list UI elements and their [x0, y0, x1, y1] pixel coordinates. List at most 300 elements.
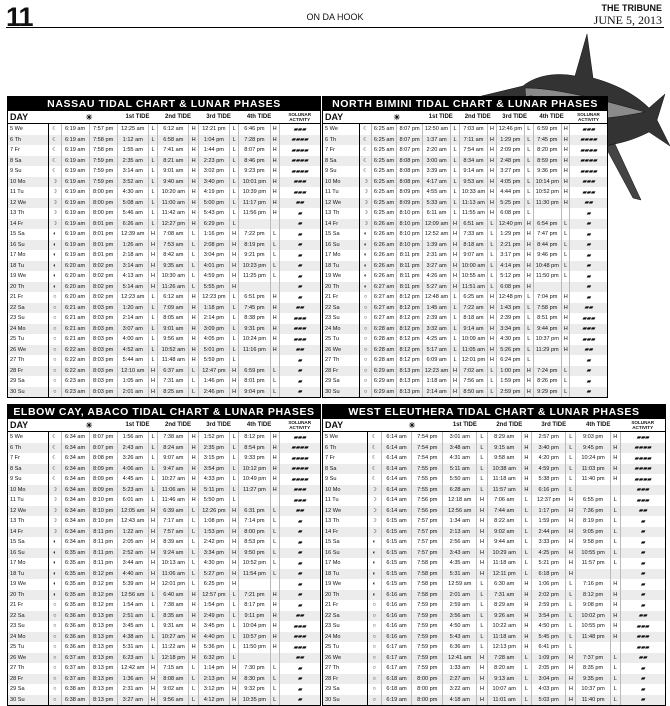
tide-type-cell: L: [561, 366, 570, 377]
table-row: [8, 548, 320, 559]
table-row: [323, 177, 607, 188]
tide-time-cell: 8:29 am: [487, 432, 521, 443]
solunar-fish-icon: ▰: [279, 219, 320, 230]
sunrise-cell: 6:34 am: [61, 485, 89, 496]
moon-phase-icon: ☾: [367, 474, 381, 485]
tide-type-cell: L: [189, 695, 198, 706]
tide-time-cell: 4:06 am: [117, 464, 148, 475]
tide-table: [8, 419, 320, 705]
tide-time-cell: 11:18 am: [487, 474, 521, 485]
tide-type-cell: L: [521, 548, 531, 559]
tide-time-cell: 2:14 pm: [198, 313, 229, 324]
tide-type-cell: H: [189, 345, 198, 356]
tide-type-cell: H: [148, 548, 157, 559]
tide-time-cell: 9:58 am: [487, 453, 521, 464]
day-cell: 25 Tu: [8, 334, 49, 345]
tide-time-cell: 10:24 pm: [576, 453, 610, 464]
table-row: [8, 250, 320, 261]
solunar-fish-icon: ▰▰▰: [582, 126, 596, 133]
tide-time-cell: 4:01 pm: [198, 261, 229, 272]
tide-time-cell: 4:18 am: [443, 695, 477, 706]
tide-time-cell: 3:14 am: [117, 261, 148, 272]
tide-type-cell: L: [148, 292, 157, 303]
tide-type-cell: L: [561, 219, 570, 230]
tide-time-cell: 12:56 am: [117, 590, 148, 601]
solunar-fish-icon: ▰: [586, 252, 591, 259]
tide-time-cell: 5:33 am: [422, 198, 450, 209]
sunset-cell: 8:11 pm: [397, 261, 423, 272]
tide-type-cell: H: [229, 506, 238, 517]
table-row: [8, 495, 320, 506]
solunar-fish-icon: ▰▰: [279, 345, 320, 356]
solunar-fish-icon: ▰: [586, 357, 591, 364]
day-cell: 13 Th: [8, 208, 49, 219]
tide-type-cell: L: [270, 229, 279, 240]
tide-time-cell: 1:43 pm: [496, 303, 524, 314]
day-cell: 13 Th: [323, 208, 360, 219]
tide-time-cell: 6:24 pm: [496, 355, 524, 366]
tide-time-cell: 12:59 am: [443, 579, 477, 590]
tide-time-cell: 11:29 pm: [533, 345, 561, 356]
day-cell: 23 Su: [8, 313, 49, 324]
tide-time-cell: [239, 355, 270, 366]
tide-time-cell: 9:31 pm: [239, 324, 270, 335]
sunset-cell: 8:13 pm: [397, 366, 423, 377]
solunar-fish-icon: ▰: [586, 210, 591, 217]
tide-type-cell: H: [451, 271, 460, 282]
table-row: [8, 208, 320, 219]
header-row: [323, 419, 665, 432]
tide-time-cell: 10:13 am: [158, 558, 189, 569]
tide-type-cell: L: [451, 208, 460, 219]
tide-time-cell: 3:54 pm: [198, 464, 229, 475]
tide-time-cell: 10:30 am: [158, 271, 189, 282]
tide-type-cell: H: [566, 495, 576, 506]
tide-type-cell: H: [270, 432, 279, 443]
tide-time-cell: 4:50 pm: [532, 621, 566, 632]
tide-time-cell: 11:46 am: [158, 495, 189, 506]
moon-phase-icon: ☾: [49, 166, 61, 177]
tide-time-cell: 4:30 pm: [198, 558, 229, 569]
tide-time-cell: 10:02 pm: [576, 611, 610, 622]
solunar-column-header: SOLUNAR ACTIVITY: [570, 111, 607, 124]
sunrise-cell: 6:15 am: [381, 548, 412, 559]
moon-phase-icon: ○: [49, 387, 61, 398]
solunar-fish-icon: ▰▰: [279, 198, 320, 209]
tide-type-cell: L: [525, 303, 534, 314]
tide-time-cell: 10:24 pm: [239, 334, 270, 345]
solunar-fish-icon: ▰▰▰▰: [291, 147, 309, 154]
tide-type-cell: L: [566, 632, 576, 643]
tide-type-cell: H: [477, 558, 487, 569]
tide-time-cell: 5:27 am: [422, 282, 450, 293]
tide-type-cell: H: [148, 229, 157, 240]
tide-type-cell: L: [525, 334, 534, 345]
sunset-cell: 7:57 pm: [89, 124, 117, 135]
tide-type-cell: H: [477, 527, 487, 538]
tide-time-cell: 8:30 pm: [239, 674, 270, 685]
tide-time-cell: 12:23 pm: [198, 292, 229, 303]
table-row: [323, 145, 607, 156]
tide-time-cell: 4:25 am: [422, 334, 450, 345]
tide-type-cell: L: [451, 313, 460, 324]
tide1-column-header: 1st TIDE: [443, 419, 487, 432]
tide-type-cell: [610, 569, 620, 580]
tide-type-cell: [561, 355, 570, 366]
sunrise-cell: 6:36 am: [61, 642, 89, 653]
tide-time-cell: 5:01 pm: [198, 345, 229, 356]
sunset-cell: 8:13 pm: [89, 621, 117, 632]
tide-type-cell: L: [189, 674, 198, 685]
tide-type-cell: L: [451, 177, 460, 188]
solunar-fish-icon: ▰▰▰▰: [620, 464, 665, 475]
moon-phase-icon: ◐: [49, 240, 61, 251]
day-cell: 9 Su: [323, 166, 360, 177]
tide-type-cell: L: [148, 443, 157, 454]
tide-time-cell: 7:28 am: [487, 653, 521, 664]
table-row: [323, 642, 665, 653]
tide-type-cell: L: [610, 663, 620, 674]
moon-phase-icon: ☽: [360, 187, 371, 198]
sunset-cell: 8:11 pm: [89, 548, 117, 559]
moon-phase-icon: ○: [367, 642, 381, 653]
tide-time-cell: 10:55 am: [459, 271, 487, 282]
solunar-fish-icon: ▰▰▰: [570, 324, 607, 335]
solunar-fish-icon: ▰: [620, 548, 665, 559]
tide-time-cell: 3:32 am: [422, 324, 450, 335]
sunrise-cell: 6:29 am: [371, 366, 397, 377]
tide-type-cell: L: [525, 198, 534, 209]
tide-time-cell: 5:50 am: [443, 474, 477, 485]
sunset-cell: 8:10 pm: [397, 208, 423, 219]
table-row: [8, 166, 320, 177]
solunar-fish-icon: ▰: [586, 378, 591, 385]
tide-type-cell: H: [189, 621, 198, 632]
day-cell: 16 Su: [323, 240, 360, 251]
tide-type-cell: H: [451, 219, 460, 230]
tide-type-cell: H: [477, 495, 487, 506]
solunar-column-header: SOLUNAR ACTIVITY: [279, 419, 320, 432]
tide-type-cell: L: [566, 579, 576, 590]
sunrise-cell: 6:26 am: [371, 261, 397, 272]
tide-type-cell: H: [488, 145, 497, 156]
moon-phase-icon: ☾: [49, 464, 61, 475]
tide-time-cell: 7:16 pm: [576, 579, 610, 590]
day-column-header: DAY: [8, 419, 49, 432]
tide-time-cell: 5:43 am: [443, 632, 477, 643]
moon-phase-icon: ◐: [360, 261, 371, 272]
tide-type-cell: L: [148, 324, 157, 335]
tide-type-cell: H: [477, 569, 487, 580]
tide-time-cell: 8:20 am: [487, 663, 521, 674]
tide-time-cell: 4:45 am: [117, 474, 148, 485]
tide-type-cell: H: [488, 135, 497, 146]
sunrise-cell: 6:34 am: [61, 474, 89, 485]
tide-time-cell: 2:35 am: [117, 156, 148, 167]
day-cell: 13 Th: [8, 516, 49, 527]
day-cell: 21 Fr: [8, 292, 49, 303]
tide-time-cell: [533, 282, 561, 293]
sunset-cell: 8:03 pm: [89, 376, 117, 387]
day-cell: 6 Th: [323, 135, 360, 146]
tide-time-cell: 1:06 pm: [532, 579, 566, 590]
tide-time-cell: 3:48 am: [443, 443, 477, 454]
day-cell: 14 Fr: [323, 527, 367, 538]
tide-time-cell: 1:00 pm: [496, 366, 524, 377]
tide-time-cell: 8:35 am: [158, 611, 189, 622]
tide-time-cell: 2:39 am: [422, 313, 450, 324]
tide-type-cell: L: [477, 642, 487, 653]
sunset-cell: 7:59 pm: [412, 642, 443, 653]
sunrise-cell: 6:19 am: [61, 145, 89, 156]
table-row: [323, 653, 665, 664]
tide-type-cell: H: [566, 537, 576, 548]
sunset-cell: 7:57 pm: [412, 548, 443, 559]
tide-type-cell: H: [189, 313, 198, 324]
tide-time-cell: 4:30 pm: [496, 334, 524, 345]
tide-type-cell: L: [270, 250, 279, 261]
tide-time-cell: 9:29 pm: [533, 387, 561, 398]
tide-type-cell: H: [521, 464, 531, 475]
table-row: [8, 674, 320, 685]
tide-type-cell: [270, 282, 279, 293]
sunrise-cell: 6:19 am: [61, 208, 89, 219]
sunrise-cell: 6:37 am: [61, 674, 89, 685]
sunset-cell: 8:12 pm: [397, 303, 423, 314]
day-cell: 25 Tu: [8, 642, 49, 653]
day-cell: 24 Mo: [323, 632, 367, 643]
table-row: [323, 240, 607, 251]
tide-time-cell: 12:25 am: [117, 124, 148, 135]
solunar-fish-icon: ▰▰▰: [582, 189, 596, 196]
day-cell: 15 Sa: [8, 229, 49, 240]
tide-time-cell: 2:14 am: [422, 387, 450, 398]
tide-type-cell: H: [451, 387, 460, 398]
day-cell: 11 Tu: [323, 187, 360, 198]
tide-type-cell: L: [566, 600, 576, 611]
tide-type-cell: L: [148, 124, 157, 135]
tide-time-cell: 4:40 pm: [198, 632, 229, 643]
tide-time-cell: 2:01 am: [117, 387, 148, 398]
sunset-cell: 8:12 pm: [89, 579, 117, 590]
tide-type-cell: H: [270, 464, 279, 475]
tide-time-cell: 11:05 am: [459, 345, 487, 356]
day-cell: 5 We: [8, 432, 49, 443]
tide-time-cell: 4:40 am: [117, 569, 148, 580]
tide-type-cell: L: [270, 527, 279, 538]
tide-type-cell: H: [189, 653, 198, 664]
tide-type-cell: L: [566, 590, 576, 601]
tide-type-cell: [270, 219, 279, 230]
tide-time-cell: 12:47 pm: [198, 366, 229, 377]
tide-type-cell: H: [521, 632, 531, 643]
tide-time-cell: 2:21 pm: [496, 240, 524, 251]
tide-type-cell: L: [148, 590, 157, 601]
tide-time-cell: 11:48 am: [158, 355, 189, 366]
tide-time-cell: 7:24 pm: [533, 366, 561, 377]
tide-type-cell: L: [189, 229, 198, 240]
sunset-cell: 7:58 pm: [412, 569, 443, 580]
tide-type-cell: L: [229, 166, 238, 177]
tide-time-cell: 5:26 pm: [496, 345, 524, 356]
tide-type-cell: L: [521, 558, 531, 569]
tide-time-cell: 11:50 pm: [533, 271, 561, 282]
tide-type-cell: [270, 653, 279, 664]
tide-type-cell: L: [229, 611, 238, 622]
day-cell: 18 Tu: [323, 261, 360, 272]
sunrise-cell: 6:20 am: [61, 292, 89, 303]
solunar-fish-icon: ▰: [297, 518, 303, 525]
tide-type-cell: H: [189, 145, 198, 156]
tide-time-cell: 12:18 am: [443, 495, 477, 506]
tide-type-cell: H: [229, 569, 238, 580]
table-row: [323, 387, 607, 398]
tide-time-cell: 11:55 am: [459, 208, 487, 219]
moon-phase-icon: ◐: [367, 590, 381, 601]
day-cell: 27 Th: [323, 663, 367, 674]
table-row: [8, 569, 320, 580]
tide-type-cell: H: [229, 527, 238, 538]
tide-time-cell: 6:30 am: [487, 579, 521, 590]
moon-phase-icon: ◐: [360, 282, 371, 293]
tide-type-cell: L: [270, 663, 279, 674]
sunrise-cell: 6:28 am: [371, 355, 397, 366]
tide-time-cell: 1:14 pm: [198, 663, 229, 674]
day-cell: 30 Su: [8, 387, 49, 398]
sunrise-cell: 6:25 am: [371, 135, 397, 146]
tide-time-cell: 6:23 am: [117, 653, 148, 664]
tide-type-cell: H: [148, 366, 157, 377]
sunrise-cell: 6:16 am: [381, 632, 412, 643]
solunar-fish-icon: ▰▰▰: [582, 315, 596, 322]
table-row: [8, 156, 320, 167]
tide-time-cell: 8:07 pm: [239, 145, 270, 156]
tide-type-cell: L: [477, 485, 487, 496]
tide-type-cell: H: [561, 334, 570, 345]
tide-type-cell: L: [488, 366, 497, 377]
tide-time-cell: 7:14 pm: [239, 516, 270, 527]
panel-title: WEST ELEUTHERA TIDAL CHART & LUNAR PHASES: [323, 405, 665, 419]
solunar-fish-icon: ▰: [570, 240, 607, 251]
table-row: [323, 464, 665, 475]
sunset-cell: 7:58 pm: [412, 558, 443, 569]
tide-time-cell: 10:52 pm: [533, 187, 561, 198]
tide-type-cell: L: [561, 271, 570, 282]
tide-time-cell: 11:00 am: [158, 198, 189, 209]
moon-phase-icon: ◐: [49, 569, 61, 580]
solunar-fish-icon: ▰: [620, 527, 665, 538]
sunset-cell: 8:03 pm: [89, 303, 117, 314]
tide-time-cell: 7:28 pm: [239, 135, 270, 146]
tide-type-cell: L: [229, 219, 238, 230]
tide-type-cell: L: [148, 485, 157, 496]
tide-time-cell: 10:57 pm: [239, 632, 270, 643]
tide-type-cell: H: [488, 292, 497, 303]
tide-type-cell: H: [229, 579, 238, 590]
solunar-fish-icon: ▰▰▰▰: [570, 135, 607, 146]
tide2-column-header: 2nd TIDE: [158, 419, 199, 432]
day-cell: 14 Fr: [8, 219, 49, 230]
tide-type-cell: H: [488, 334, 497, 345]
tide-time-cell: 5:46 am: [117, 208, 148, 219]
tide-type-cell: H: [566, 695, 576, 706]
sunrise-cell: 6:29 am: [371, 376, 397, 387]
tide-time-cell: 12:10 am: [117, 366, 148, 377]
tide-time-cell: 12:42 am: [117, 663, 148, 674]
day-cell: 9 Su: [323, 474, 367, 485]
tide-time-cell: 10:52 am: [158, 345, 189, 356]
solunar-fish-icon: ▰▰: [279, 506, 320, 517]
tide-type-cell: H: [451, 376, 460, 387]
table-row: [323, 271, 607, 282]
tide-type-cell: H: [488, 156, 497, 167]
solunar-fish-icon: ▰▰▰: [279, 177, 320, 188]
tide-type-cell: H: [148, 240, 157, 251]
table-row: [323, 166, 607, 177]
tide-type-cell: L: [229, 145, 238, 156]
tide-time-cell: 6:16 pm: [532, 485, 566, 496]
sunrise-cell: 6:34 am: [61, 453, 89, 464]
tide-time-cell: 3:34 pm: [496, 324, 524, 335]
tide-time-cell: 7:57 am: [158, 527, 189, 538]
sunrise-cell: 6:15 am: [381, 537, 412, 548]
tide-type-cell: H: [189, 166, 198, 177]
tide-type-cell: L: [451, 334, 460, 345]
tide-time-cell: 8:42 am: [158, 250, 189, 261]
tide-type-cell: L: [521, 569, 531, 580]
tide-time-cell: 11:18 am: [487, 558, 521, 569]
tide-time-cell: 4:44 pm: [496, 187, 524, 198]
tide-type-cell: H: [521, 579, 531, 590]
tide-type-cell: H: [229, 674, 238, 685]
tide-time-cell: 1:46 pm: [198, 376, 229, 387]
sunset-cell: 7:59 pm: [89, 156, 117, 167]
tide-time-cell: 12:46 pm: [496, 124, 524, 135]
tide-type-cell: L: [270, 569, 279, 580]
tide-time-cell: 4:17 am: [422, 177, 450, 188]
moon-phase-icon: ○: [49, 632, 61, 643]
tide-type-cell: H: [189, 464, 198, 475]
tide-time-cell: 12:23 am: [117, 292, 148, 303]
day-cell: 29 Sa: [323, 684, 367, 695]
tide-type-cell: L: [189, 579, 198, 590]
tide-type-cell: L: [148, 208, 157, 219]
sunrise-cell: 6:16 am: [381, 590, 412, 601]
tide-time-cell: 1:36 am: [117, 674, 148, 685]
table-row: [8, 187, 320, 198]
table-row: [323, 548, 665, 559]
moon-phase-icon: ☽: [360, 219, 371, 230]
table-row: [323, 250, 607, 261]
solunar-fish-icon: ▰: [570, 261, 607, 272]
tide-type-cell: H: [488, 166, 497, 177]
moon-phase-icon: ○: [360, 303, 371, 314]
tide-time-cell: 1:05 am: [117, 376, 148, 387]
tide-type-cell: L: [229, 432, 238, 443]
tide-type-cell: L: [189, 250, 198, 261]
tide-time-cell: 7:31 am: [487, 590, 521, 601]
tide-type-cell: H: [270, 303, 279, 314]
sunset-cell: 8:00 pm: [412, 674, 443, 685]
tide-time-cell: 8:54 pm: [239, 443, 270, 454]
tide-time-cell: 6:12 am: [158, 292, 189, 303]
sunrise-cell: 6:15 am: [381, 558, 412, 569]
tide-type-cell: H: [189, 177, 198, 188]
table-row: [8, 282, 320, 293]
tide-time-cell: 3:40 pm: [198, 177, 229, 188]
sunset-cell: 8:03 pm: [89, 345, 117, 356]
tide-time-cell: 6:32 pm: [198, 653, 229, 664]
